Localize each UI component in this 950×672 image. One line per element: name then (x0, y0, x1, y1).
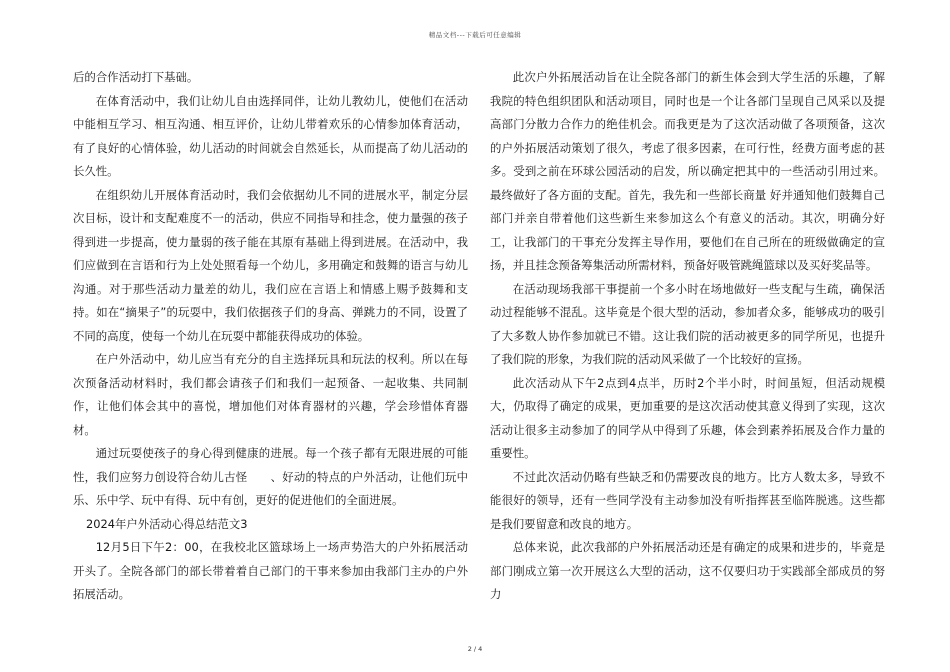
paragraph: 通过玩耍使孩子的身心得到健康的进展。每一个孩子都有无限进展的可能性，我们应努力创设符合幼儿古怪 、好动的特点的户外活动，让他们玩中乐、乐中学、玩中有得、玩中有创，更好的促进他们的全面进展。 (73, 446, 468, 507)
paragraph: 在组织幼儿开展体育活动时，我们会依据幼儿不同的进展水平，制定分层次目标，设计和支配难度不一的活动，供应不同指导和挂念，使力量强的孩子得到进一步提高，使力量弱的孩子能在其原有基础上得到进展。在活动中，我们应做到在言语和行为上处处照看每一个幼儿，多用确定和鼓舞的语言与幼儿沟通。对于那些活动力量差的幼儿，我们应在言语上和情感上赐予鼓舞和支持。如在“摘果子”的玩耍中，我们依据孩子们的身高、弹跳力的不同，设置了不同的高度，使每一个幼儿在玩耍中都能获得成功的体验。 (73, 187, 468, 343)
right-column (490, 66, 885, 607)
paragraph: 不过此次活动仍略有些缺乏和仍需要改良的地方。比方人数太多，导致不能很好的领导，还有一些同学没有主动参加没有听指挥甚至临阵脱逃。这些都是我们要留意和改良的地方。 (490, 469, 885, 531)
paragraph: 总体来说，此次我部的户外拓展活动还是有确定的成果和进步的，毕竟是部门刚成立第一次开展这么大型的活动，这不仅要归功于实践部全部成员的努力 (490, 540, 885, 601)
paragraph: 在活动现场我部干事提前一个多小时在场地做好一些支配与生疏，确保活动过程能够不混乱。这毕竟是个很大型的活动，参加者众多，能够成功的吸引了大多数人协作参加就已不错。这让我们院的活动被更多的同学所见，也提升了我们院的形象，为我们院的活动风采做了一个比较好的宣扬。 (490, 281, 885, 366)
paragraph: 在体育活动中，我们让幼儿自由选择同伴，让幼儿教幼儿，使他们在活动中能相互学习、相互沟通、相互评价，让幼儿带着欢乐的心情参加体育活动，有了良好的心情体验，幼儿活动的时间就会自然延长，从而提高了幼儿活动的长久性。 (73, 93, 468, 178)
paragraph: 后的合作活动打下基础。 (73, 70, 199, 84)
paragraph: 此次活动从下午2点到4点半，历时2个半小时，时间虽短，但活动规模大，仍取得了确定的成果，更加重要的是这次活动使其意义得到了实现，这次活动让很多主动参加了的同学从中得到了乐趣，体会到素养拓展及合作力量的重要性。 (490, 375, 885, 460)
page-number: 2 / 4 (467, 645, 483, 653)
page-header: 精品文档---下载后可任意编辑 (428, 31, 522, 39)
paragraph: 在户外活动中，幼儿应当有充分的自主选择玩具和玩法的权利。所以在每次预备活动材料时，我们都会请孩子们和我们一起预备、一起收集、共同制作，让他们体会其中的喜悦，增加他们对体育器材的兴趣，学会珍惜体育器材。 (73, 352, 468, 437)
left-column (73, 66, 468, 607)
section-heading: 2024年户外活动心得总结范文3 (86, 516, 248, 531)
paragraph: 此次户外拓展活动旨在让全院各部门的新生体会到大学生活的乐趣，了解我院的特色组织团队和活动项目，同时也是一个让各部门呈现自己风采以及提高部门分散力合作力的绝佳机会。而我更是为了这次活动做了各项预备，这次的户外拓展活动策划了很久，考虑了很多因素，在可行性，经费方面考虑的甚多。受到之前在环球公园活动的启发，所以确定把其中的一些活动引用过来。最终做好了各方面的支配。首先，我先和一些部长商量 好并通知他们鼓舞自己部门并亲自带着他们这些新生来参加这么个有意义的活动。其次，明确分好工，让我部门的干事充分发挥主导作用，要他们在自己所在的班级做确定的宣扬，并且挂念预备筹集活动所需材料，预备好吸管跳绳篮球以及买好奖品等。 (490, 70, 885, 272)
paragraph: 12月5日下午2：00，在我校北区篮球场上一场声势浩大的户外拓展活动开头了。全院各部门的部长带着着自己部门的干事来参加由我部门主办的户外拓展活动。 (73, 540, 468, 601)
